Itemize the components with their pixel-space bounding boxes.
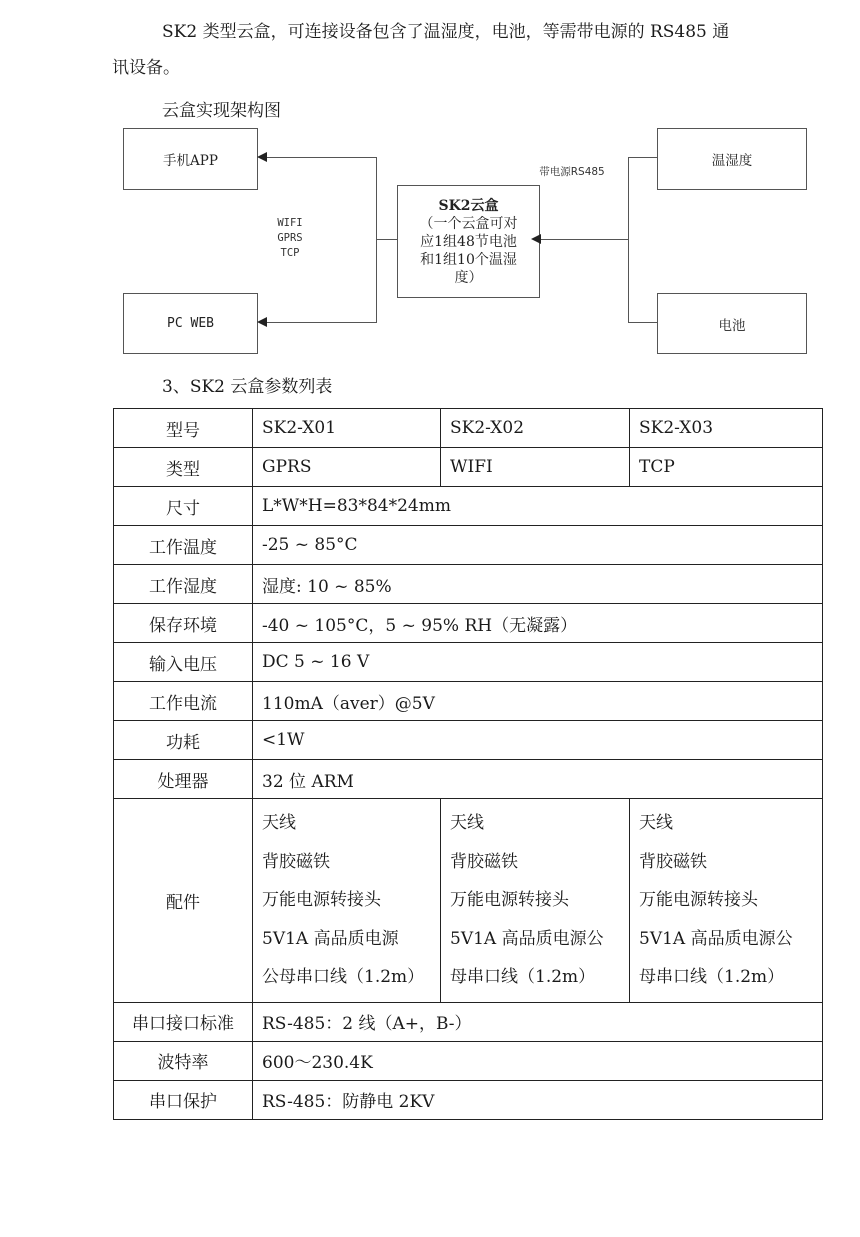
accessory-item: 背胶磁铁 bbox=[639, 851, 707, 872]
row-value: L*W*H=83*84*24mm bbox=[253, 487, 823, 526]
table-row-accessories bbox=[114, 799, 823, 1003]
accessory-item: 母串口线（1.2m） bbox=[639, 967, 785, 987]
row-value: <1W bbox=[253, 721, 823, 760]
sk2-cloudbox bbox=[397, 185, 540, 298]
row-label: 工作温度 bbox=[114, 526, 253, 565]
table-row bbox=[114, 721, 823, 760]
row-label: 处理器 bbox=[114, 760, 253, 799]
type-x03: TCP bbox=[630, 448, 823, 487]
row-value: 110mA（aver）@5V bbox=[253, 682, 823, 721]
row-label: 型号 bbox=[114, 409, 253, 448]
pc-web-box bbox=[123, 293, 258, 354]
accessory-item: 万能电源转接头 bbox=[639, 890, 758, 910]
table-caption: 3、SK2 云盒参数列表 bbox=[162, 377, 333, 397]
row-label: 串口接口标准 bbox=[114, 1002, 253, 1041]
cloudbox-desc-4: 度） bbox=[454, 269, 483, 286]
type-x01: GPRS bbox=[253, 448, 441, 487]
right-vertical-connector bbox=[628, 157, 629, 323]
table-row bbox=[114, 487, 823, 526]
cloudbox-desc-1: （一个云盒可对 bbox=[419, 215, 518, 232]
connector-to-phone bbox=[266, 157, 377, 158]
connector-to-pc bbox=[266, 322, 377, 323]
accessories-x03 bbox=[630, 799, 823, 1003]
accessory-item: 公母串口线（1.2m） bbox=[262, 967, 425, 987]
cloudbox-desc-2: 应1组48节电池 bbox=[420, 233, 517, 250]
accessory-item: 背胶磁铁 bbox=[450, 851, 518, 872]
table-row bbox=[114, 760, 823, 799]
row-value: 600～230.4K bbox=[253, 1041, 823, 1080]
connector-from-cloudbox bbox=[376, 239, 398, 240]
temp-humidity-box: 温湿度 bbox=[657, 128, 807, 190]
row-label: 波特率 bbox=[114, 1041, 253, 1080]
row-value: 湿度: 10 ~ 85% bbox=[253, 565, 823, 604]
row-label: 串口保护 bbox=[114, 1080, 253, 1119]
table-row bbox=[114, 1080, 823, 1119]
row-label: 尺寸 bbox=[114, 487, 253, 526]
model-x01: SK2-X01 bbox=[253, 409, 441, 448]
accessories-x01 bbox=[253, 799, 441, 1003]
accessory-item: 5V1A 高品质电源 bbox=[262, 928, 399, 949]
model-x03: SK2-X03 bbox=[630, 409, 823, 448]
intro-paragraph bbox=[112, 14, 812, 86]
accessory-item: 万能电源转接头 bbox=[450, 890, 569, 910]
accessories-x02 bbox=[441, 799, 630, 1003]
row-label: 输入电压 bbox=[114, 643, 253, 682]
left-vertical-connector bbox=[376, 157, 377, 323]
powered-rs485-label: 带电源RS485 bbox=[539, 166, 605, 178]
accessory-item: 5V1A 高品质电源公 bbox=[639, 928, 793, 949]
row-value: RS-485：防静电 2KV bbox=[253, 1080, 823, 1119]
row-value: -40 ~ 105°C，5 ~ 95% RH（无凝露） bbox=[253, 604, 823, 643]
row-value: -25 ~ 85°C bbox=[253, 526, 823, 565]
row-label: 保存环境 bbox=[114, 604, 253, 643]
table-row bbox=[114, 682, 823, 721]
diagram-caption: 云盒实现架构图 bbox=[162, 101, 281, 121]
table-row bbox=[114, 604, 823, 643]
model-x02: SK2-X02 bbox=[441, 409, 630, 448]
table-row bbox=[114, 409, 823, 448]
accessory-item: 母串口线（1.2m） bbox=[450, 967, 596, 987]
accessory-item: 5V1A 高品质电源公 bbox=[450, 928, 604, 949]
row-value: 32 位 ARM bbox=[253, 760, 823, 799]
table-row bbox=[114, 1002, 823, 1041]
row-label: 功耗 bbox=[114, 721, 253, 760]
row-value: DC 5 ~ 16 V bbox=[253, 643, 823, 682]
table-row bbox=[114, 526, 823, 565]
connector-to-cloudbox bbox=[540, 239, 629, 240]
table-row bbox=[114, 565, 823, 604]
table-row bbox=[114, 643, 823, 682]
row-label: 类型 bbox=[114, 448, 253, 487]
protocol-gprs: GPRS bbox=[277, 232, 303, 244]
accessory-item: 万能电源转接头 bbox=[262, 890, 381, 910]
protocol-wifi: WIFI bbox=[277, 217, 303, 229]
accessory-item: 天线 bbox=[450, 813, 484, 833]
phone-app-box: 手机APP bbox=[123, 128, 258, 190]
row-label: 工作电流 bbox=[114, 682, 253, 721]
type-x02: WIFI bbox=[441, 448, 630, 487]
arrow-to-phone-icon bbox=[257, 152, 267, 162]
arrow-to-cloudbox-icon bbox=[531, 234, 541, 244]
pc-web-label: PC WEB bbox=[167, 316, 214, 331]
battery-box: 电池 bbox=[657, 293, 807, 354]
table-row bbox=[114, 448, 823, 487]
table-row bbox=[114, 1041, 823, 1080]
row-value: RS-485：2 线（A+，B-） bbox=[253, 1002, 823, 1041]
row-label: 配件 bbox=[114, 799, 253, 1003]
cloudbox-title: SK2云盒 bbox=[438, 197, 499, 214]
arrow-to-pc-icon bbox=[257, 317, 267, 327]
protocol-labels bbox=[270, 216, 310, 261]
intro-line-2: 讯设备。 bbox=[112, 58, 180, 78]
accessory-item: 天线 bbox=[262, 813, 296, 833]
accessory-item: 天线 bbox=[639, 813, 673, 833]
cloudbox-desc-3: 和1组10个温湿 bbox=[420, 251, 517, 268]
protocol-tcp: TCP bbox=[280, 247, 300, 259]
connector-from-battery bbox=[628, 322, 658, 323]
intro-line-1: SK2 类型云盒，可连接设备包含了温湿度，电池，等需带电源的 RS485 通 bbox=[162, 22, 730, 42]
connector-from-temp bbox=[628, 157, 658, 158]
parameter-table bbox=[113, 408, 823, 1120]
accessory-item: 背胶磁铁 bbox=[262, 851, 330, 872]
row-label: 工作湿度 bbox=[114, 565, 253, 604]
